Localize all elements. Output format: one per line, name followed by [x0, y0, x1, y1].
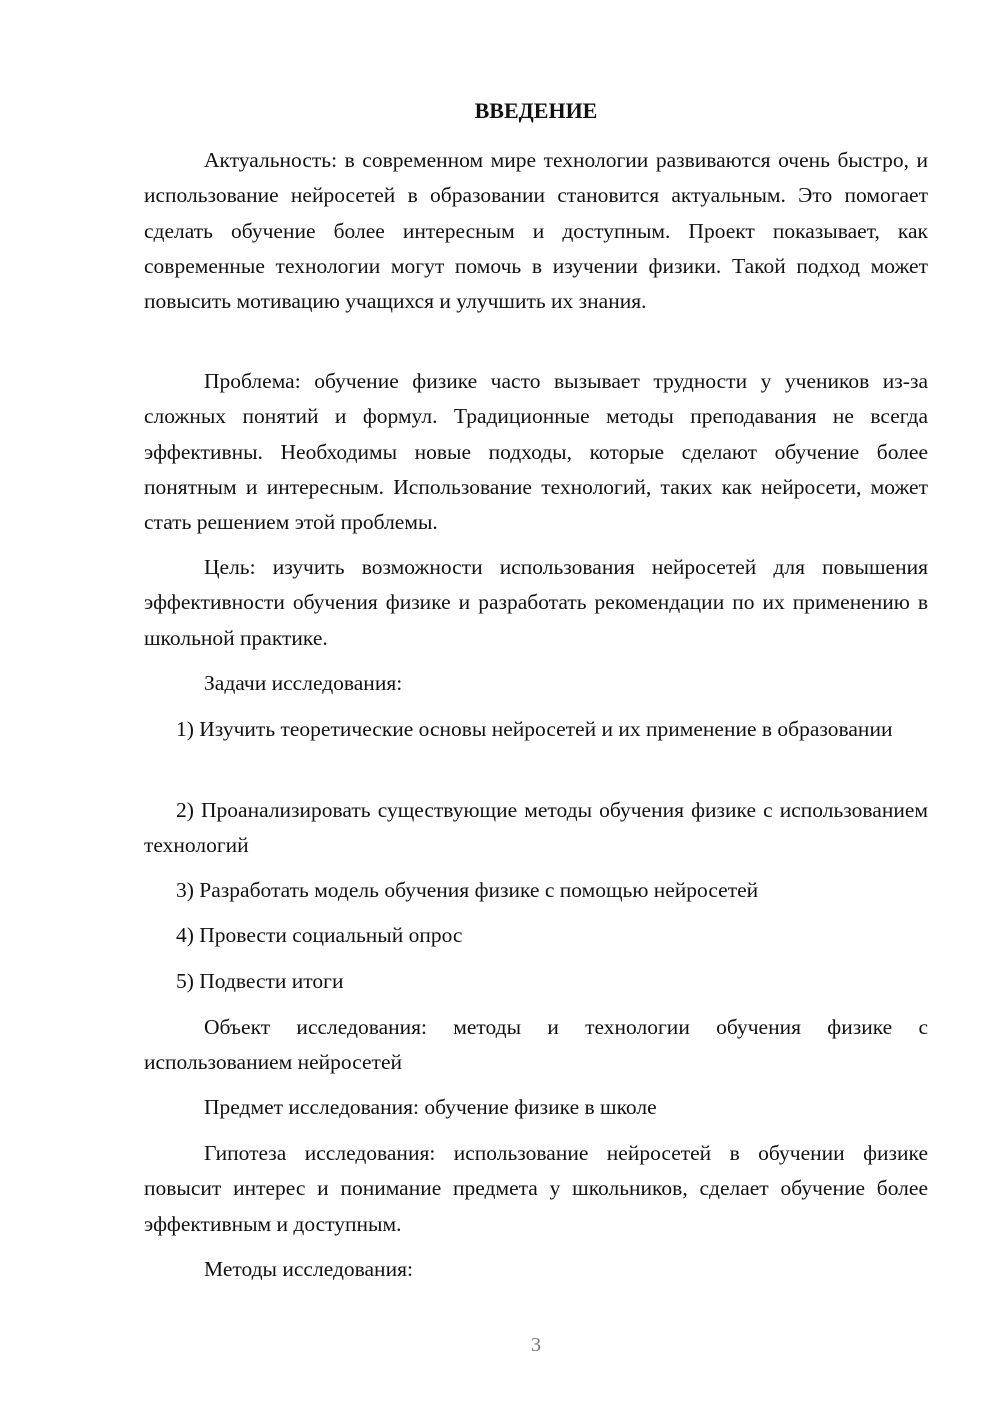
task-item-1: 1) Изучить теоретические основы нейросетей и их применение в образовании — [176, 717, 893, 741]
paragraph-hypothesis: Гипотеза исследования: использование нейросетей в обучении физике повысит интерес и понимание предмета у школьников, сделает обучение более эффективным и доступным. — [144, 1141, 928, 1236]
paragraph-goal: Цель: изучить возможности использования нейросетей для повышения эффективности обучения физике и разработать рекомендации по их применению в школьной практике. — [144, 555, 928, 650]
task-item-2: 2) Проанализировать существующие методы обучения физике с использованием технологий — [144, 798, 928, 858]
tasks-heading: Задачи исследования: — [204, 671, 403, 695]
methods-heading: Методы исследования: — [204, 1257, 413, 1281]
paragraph-object: Объект исследования: методы и технологии обучения физике с использованием нейросетей — [144, 1015, 928, 1075]
paragraph-subject: Предмет исследования: обучение физике в школе — [204, 1095, 657, 1119]
task-item-3: 3) Разработать модель обучения физике с помощью нейросетей — [176, 878, 759, 902]
paragraph-problem: Проблема: обучение физике часто вызывает трудности у учеников из-за сложных понятий и формул. Традиционные методы преподавания не всегда эффективны. Необходимы новые подходы, которые сделают обучение более понятным и интересным. Использование технологий, таких как нейросети, может стать решением этой проблемы. — [144, 369, 928, 535]
page-number: 3 — [531, 1334, 541, 1356]
paragraph-relevance: Актуальность: в современном мире технологии развиваются очень быстро, и использование нейросетей в образовании становится актуальным. Это помогает сделать обучение более интересным и доступным. Проект показывает, как современные технологии могут помочь в изучении физики. Такой подход может повысить мотивацию учащихся и улучшить их знания. — [144, 148, 928, 314]
task-item-5: 5) Подвести итоги — [176, 969, 344, 993]
task-item-4: 4) Провести социальный опрос — [176, 923, 463, 947]
page-title: ВВЕДЕНИЕ — [474, 98, 598, 123]
